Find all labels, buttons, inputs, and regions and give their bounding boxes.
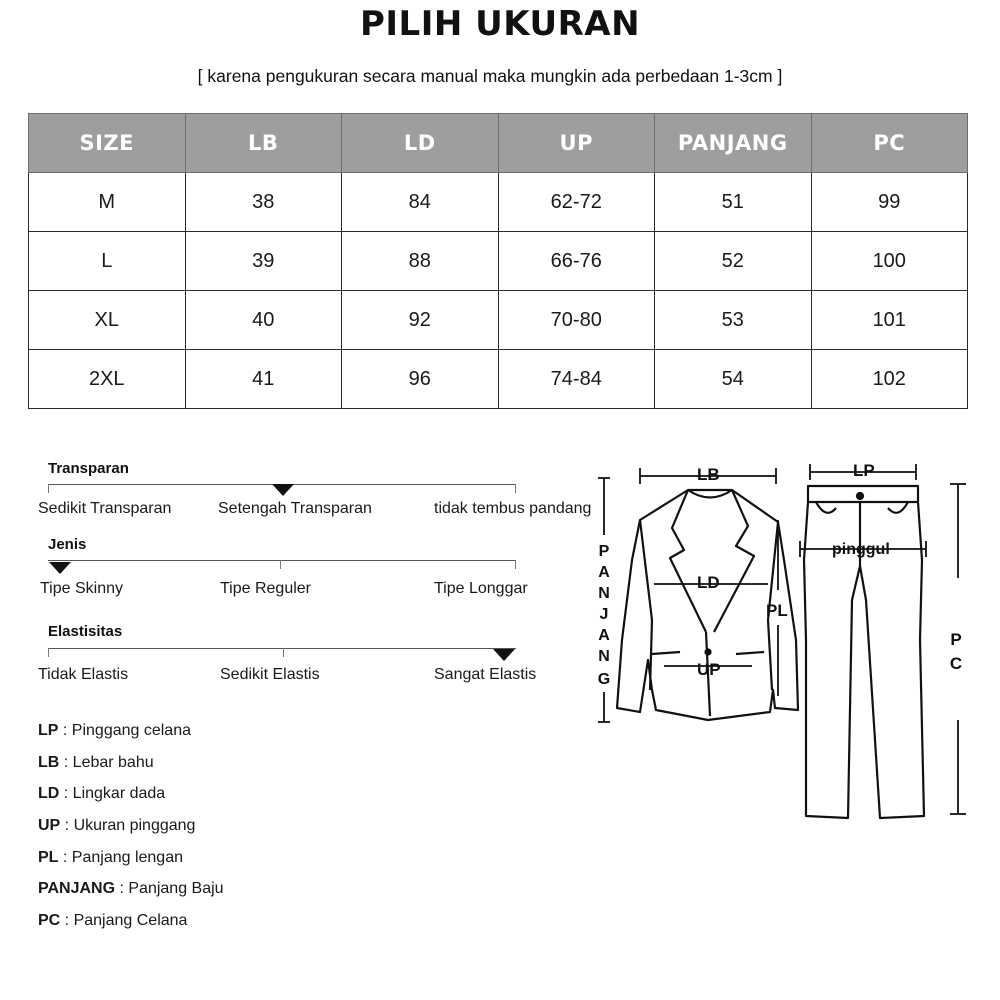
scale-label: Tidak Elastis — [38, 666, 129, 683]
legend-desc: : Ukuran pinggang — [60, 817, 196, 835]
measurement-illustration — [590, 455, 990, 835]
scale-label: Setengah Transparan — [218, 500, 372, 517]
table-cell: 100 — [811, 232, 968, 291]
page-title: PILIH UKURAN — [359, 4, 641, 44]
table-cell: XL — [29, 291, 186, 350]
selected-marker-icon — [493, 649, 515, 661]
label-panjang-letter: A — [598, 564, 610, 581]
legend-desc: : Panjang lengan — [58, 848, 183, 866]
trousers-icon — [804, 486, 924, 818]
scale-line — [48, 560, 516, 561]
legend-item — [38, 817, 224, 849]
selected-marker-icon — [272, 484, 294, 496]
label-panjang-letter: G — [597, 671, 611, 688]
table-cell: M — [29, 173, 186, 232]
legend-abbr: PC — [38, 912, 61, 930]
scale-tick — [515, 484, 516, 493]
header-lb: LB — [185, 114, 342, 173]
table-cell: 84 — [342, 173, 499, 232]
table-header-row — [29, 114, 968, 173]
table-cell: 88 — [342, 232, 499, 291]
label-pinggul: pinggul — [832, 541, 890, 558]
scale-label: Sedikit Transparan — [38, 500, 172, 517]
scale-label: tidak tembus pandang — [434, 500, 592, 517]
scale-label: Tipe Reguler — [220, 580, 312, 597]
scale-tick — [48, 648, 49, 657]
scale-title-jenis: Jenis — [48, 536, 87, 553]
table-cell: 102 — [811, 350, 968, 409]
legend-abbr: PL — [38, 848, 59, 866]
scale-tick — [515, 560, 516, 569]
table-cell: 92 — [342, 291, 499, 350]
size-table — [28, 113, 968, 409]
table-cell: 38 — [185, 173, 342, 232]
legend-item — [38, 912, 224, 944]
table-cell: 62-72 — [498, 173, 655, 232]
legend-desc: : Panjang Baju — [115, 880, 224, 898]
legend-item — [38, 849, 224, 881]
legend-item — [38, 880, 224, 912]
label-panjang — [598, 543, 610, 688]
scale-tick — [280, 560, 281, 569]
legend-desc: : Lebar bahu — [59, 753, 154, 771]
scale-tick — [48, 484, 49, 493]
header-up: UP — [498, 114, 655, 173]
label-lp: LP — [853, 461, 875, 480]
table-row — [29, 173, 968, 232]
page-subtitle: [ karena pengukuran secara manual maka mungkin ada perbedaan 1-3cm ] — [197, 66, 783, 86]
table-cell: 41 — [185, 350, 342, 409]
table-row — [29, 232, 968, 291]
legend-item — [38, 754, 224, 786]
abbreviation-legend — [38, 722, 224, 944]
legend-item — [38, 722, 224, 754]
label-up: UP — [697, 660, 721, 679]
scale-label: Tipe Skinny — [40, 580, 123, 597]
table-cell: 2XL — [29, 350, 186, 409]
scale-title-transparan: Transparan — [48, 460, 129, 477]
label-panjang-letter: N — [598, 648, 610, 665]
table-cell: 66-76 — [498, 232, 655, 291]
legend-abbr: LP — [38, 722, 59, 739]
table-cell: 74-84 — [498, 350, 655, 409]
legend-item — [38, 785, 224, 817]
label-panjang-letter: P — [598, 543, 610, 560]
legend-abbr: LD — [38, 785, 60, 803]
table-cell: 40 — [185, 291, 342, 350]
table-cell: 54 — [655, 350, 812, 409]
scale-title-elastisitas: Elastisitas — [48, 623, 123, 640]
label-pc-letter: C — [949, 654, 963, 673]
table-row — [29, 350, 968, 409]
scale-tick — [283, 648, 284, 657]
legend-desc: : Lingkar dada — [59, 785, 166, 803]
legend-desc: : Pinggang celana — [58, 722, 191, 739]
header-ld: LD — [342, 114, 499, 173]
label-ld: LD — [697, 573, 720, 592]
selected-marker-icon — [49, 562, 71, 574]
table-cell: 53 — [655, 291, 812, 350]
label-pc — [950, 630, 962, 673]
table-cell: 39 — [185, 232, 342, 291]
scale-label: Tipe Longgar — [434, 580, 528, 597]
table-cell: 52 — [655, 232, 812, 291]
header-pc: PC — [811, 114, 968, 173]
header-size: SIZE — [29, 114, 186, 173]
table-cell: 101 — [811, 291, 968, 350]
label-pc-letter: P — [950, 630, 962, 649]
header-panjang: PANJANG — [655, 114, 812, 173]
legend-abbr: LB — [38, 753, 60, 771]
label-panjang-letter: A — [598, 627, 610, 644]
table-cell: 70-80 — [498, 291, 655, 350]
legend-abbr: UP — [38, 817, 61, 835]
scale-label: Sangat Elastis — [434, 666, 537, 683]
label-lb: LB — [697, 465, 720, 484]
table-cell: L — [29, 232, 186, 291]
legend-desc: : Panjang Celana — [60, 912, 188, 930]
label-pl: PL — [766, 601, 788, 620]
table-cell: 99 — [811, 173, 968, 232]
table-row — [29, 291, 968, 350]
legend-abbr: PANJANG — [38, 880, 116, 898]
label-panjang-letter: J — [599, 606, 609, 623]
table-cell: 96 — [342, 350, 499, 409]
label-panjang-letter: N — [598, 585, 610, 602]
scale-line — [48, 648, 516, 649]
table-cell: 51 — [655, 173, 812, 232]
scale-label: Sedikit Elastis — [220, 666, 320, 683]
